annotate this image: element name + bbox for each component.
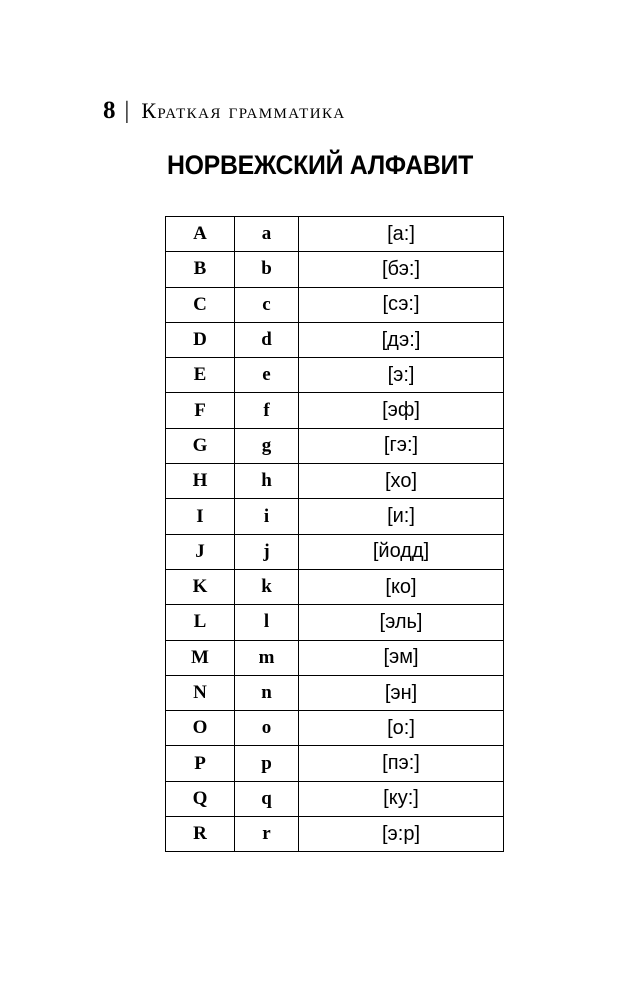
- lowercase-letter: h: [261, 470, 272, 492]
- pronunciation-cell: [299, 499, 504, 534]
- section-title: Краткая грамматика: [141, 98, 346, 123]
- uppercase-letter-cell: [166, 287, 235, 322]
- pronunciation: [йодд]: [372, 540, 430, 563]
- pronunciation: [эль]: [379, 610, 423, 633]
- uppercase-letter: G: [192, 434, 208, 456]
- page-title: НОРВЕЖСКИЙ АЛФАВИТ: [166, 150, 474, 180]
- table-row: [166, 393, 504, 428]
- pronunciation-cell: [299, 817, 504, 852]
- lowercase-letter-cell: [235, 393, 299, 428]
- pronunciation-cell: [299, 322, 504, 357]
- page-number: 8: [103, 97, 116, 124]
- uppercase-letter: A: [193, 223, 207, 245]
- uppercase-letter: K: [192, 576, 208, 598]
- uppercase-letter-cell: [166, 711, 235, 746]
- pronunciation-cell: [299, 358, 504, 393]
- uppercase-letter-cell: [166, 605, 235, 640]
- lowercase-letter-cell: [235, 287, 299, 322]
- uppercase-letter-cell: [166, 817, 235, 852]
- lowercase-letter-cell: [235, 569, 299, 604]
- uppercase-letter-cell: [166, 358, 235, 393]
- lowercase-letter: p: [261, 752, 272, 774]
- pronunciation: [ко]: [385, 575, 417, 598]
- pronunciation: [эм]: [383, 646, 419, 669]
- uppercase-letter-cell: [166, 640, 235, 675]
- lowercase-letter: q: [261, 787, 272, 809]
- uppercase-letter: R: [193, 823, 207, 845]
- table-row: [166, 640, 504, 675]
- table-row: [166, 817, 504, 852]
- uppercase-letter-cell: [166, 322, 235, 357]
- pronunciation: [э:р]: [382, 822, 420, 845]
- uppercase-letter-cell: [166, 428, 235, 463]
- pronunciation: [о:]: [387, 716, 415, 739]
- lowercase-letter: l: [263, 611, 270, 633]
- pronunciation-cell: [299, 534, 504, 569]
- table-row: [166, 569, 504, 604]
- lowercase-letter: d: [261, 329, 272, 351]
- pronunciation-cell: [299, 464, 504, 499]
- lowercase-letter: j: [263, 540, 270, 562]
- lowercase-letter-cell: [235, 711, 299, 746]
- pronunciation-cell: [299, 252, 504, 287]
- uppercase-letter-cell: [166, 464, 235, 499]
- lowercase-letter: b: [261, 258, 272, 280]
- pronunciation-cell: [299, 428, 504, 463]
- lowercase-letter-cell: [235, 322, 299, 357]
- uppercase-letter-cell: [166, 499, 235, 534]
- uppercase-letter-cell: [166, 217, 235, 252]
- pronunciation-cell: [299, 287, 504, 322]
- lowercase-letter: k: [261, 576, 272, 598]
- pronunciation: [э:]: [387, 363, 415, 386]
- lowercase-letter: a: [261, 223, 272, 245]
- lowercase-letter: c: [262, 293, 271, 315]
- uppercase-letter: C: [193, 293, 207, 315]
- table-row: [166, 781, 504, 816]
- table-row: [166, 675, 504, 710]
- alphabet-table-body: [166, 217, 504, 852]
- lowercase-letter-cell: [235, 605, 299, 640]
- pronunciation-cell: [299, 605, 504, 640]
- uppercase-letter: D: [193, 329, 207, 351]
- table-row: [166, 605, 504, 640]
- lowercase-letter-cell: [235, 746, 299, 781]
- table-row: [166, 534, 504, 569]
- table-row: [166, 464, 504, 499]
- table-row: [166, 358, 504, 393]
- lowercase-letter: r: [262, 823, 271, 845]
- lowercase-letter-cell: [235, 675, 299, 710]
- uppercase-letter: P: [194, 752, 206, 774]
- lowercase-letter: e: [262, 364, 271, 386]
- pronunciation-cell: [299, 746, 504, 781]
- lowercase-letter-cell: [235, 252, 299, 287]
- table-row: [166, 252, 504, 287]
- table-row: [166, 287, 504, 322]
- pronunciation: [хо]: [384, 469, 417, 492]
- lowercase-letter: m: [258, 646, 275, 668]
- lowercase-letter: f: [263, 399, 270, 421]
- lowercase-letter-cell: [235, 640, 299, 675]
- alphabet-table: [165, 216, 504, 852]
- pronunciation: [и:]: [387, 505, 415, 528]
- uppercase-letter-cell: [166, 675, 235, 710]
- pronunciation: [сэ:]: [382, 293, 420, 316]
- pronunciation-cell: [299, 781, 504, 816]
- running-head: [103, 96, 346, 126]
- uppercase-letter: N: [193, 682, 207, 703]
- uppercase-letter-cell: [166, 569, 235, 604]
- uppercase-letter: I: [196, 505, 204, 527]
- lowercase-letter-cell: [235, 428, 299, 463]
- pronunciation: [эф]: [382, 399, 420, 422]
- lowercase-letter: n: [261, 682, 272, 703]
- lowercase-letter-cell: [235, 781, 299, 816]
- lowercase-letter-cell: [235, 217, 299, 252]
- uppercase-letter-cell: [166, 746, 235, 781]
- lowercase-letter: o: [261, 717, 272, 739]
- uppercase-letter: O: [192, 717, 208, 739]
- lowercase-letter: g: [261, 434, 272, 456]
- table-row: [166, 711, 504, 746]
- uppercase-letter: H: [192, 470, 208, 492]
- table-row: [166, 322, 504, 357]
- uppercase-letter: E: [193, 364, 207, 386]
- pronunciation: [дэ:]: [381, 328, 421, 351]
- uppercase-letter: F: [194, 399, 206, 421]
- pronunciation-cell: [299, 711, 504, 746]
- pronunciation-cell: [299, 640, 504, 675]
- table-row: [166, 217, 504, 252]
- uppercase-letter: J: [195, 540, 205, 562]
- lowercase-letter-cell: [235, 817, 299, 852]
- table-row: [166, 499, 504, 534]
- table-row: [166, 746, 504, 781]
- uppercase-letter-cell: [166, 393, 235, 428]
- uppercase-letter-cell: [166, 252, 235, 287]
- pronunciation-cell: [299, 569, 504, 604]
- lowercase-letter-cell: [235, 499, 299, 534]
- uppercase-letter: B: [193, 258, 207, 280]
- uppercase-letter: M: [191, 646, 209, 668]
- uppercase-letter-cell: [166, 781, 235, 816]
- lowercase-letter-cell: [235, 358, 299, 393]
- header-separator: |: [124, 97, 130, 124]
- lowercase-letter-cell: [235, 534, 299, 569]
- uppercase-letter: Q: [192, 787, 208, 809]
- pronunciation: [ку:]: [383, 787, 419, 810]
- pronunciation-cell: [299, 393, 504, 428]
- lowercase-letter-cell: [235, 464, 299, 499]
- pronunciation-cell: [299, 675, 504, 710]
- pronunciation: [а:]: [387, 222, 415, 245]
- pronunciation: [эн]: [384, 681, 418, 704]
- uppercase-letter-cell: [166, 534, 235, 569]
- table-row: [166, 428, 504, 463]
- pronunciation: [бэ:]: [381, 257, 421, 280]
- lowercase-letter: i: [263, 505, 270, 527]
- pronunciation: [пэ:]: [382, 752, 420, 775]
- uppercase-letter: L: [193, 611, 207, 633]
- pronunciation: [гэ:]: [383, 434, 419, 457]
- pronunciation-cell: [299, 217, 504, 252]
